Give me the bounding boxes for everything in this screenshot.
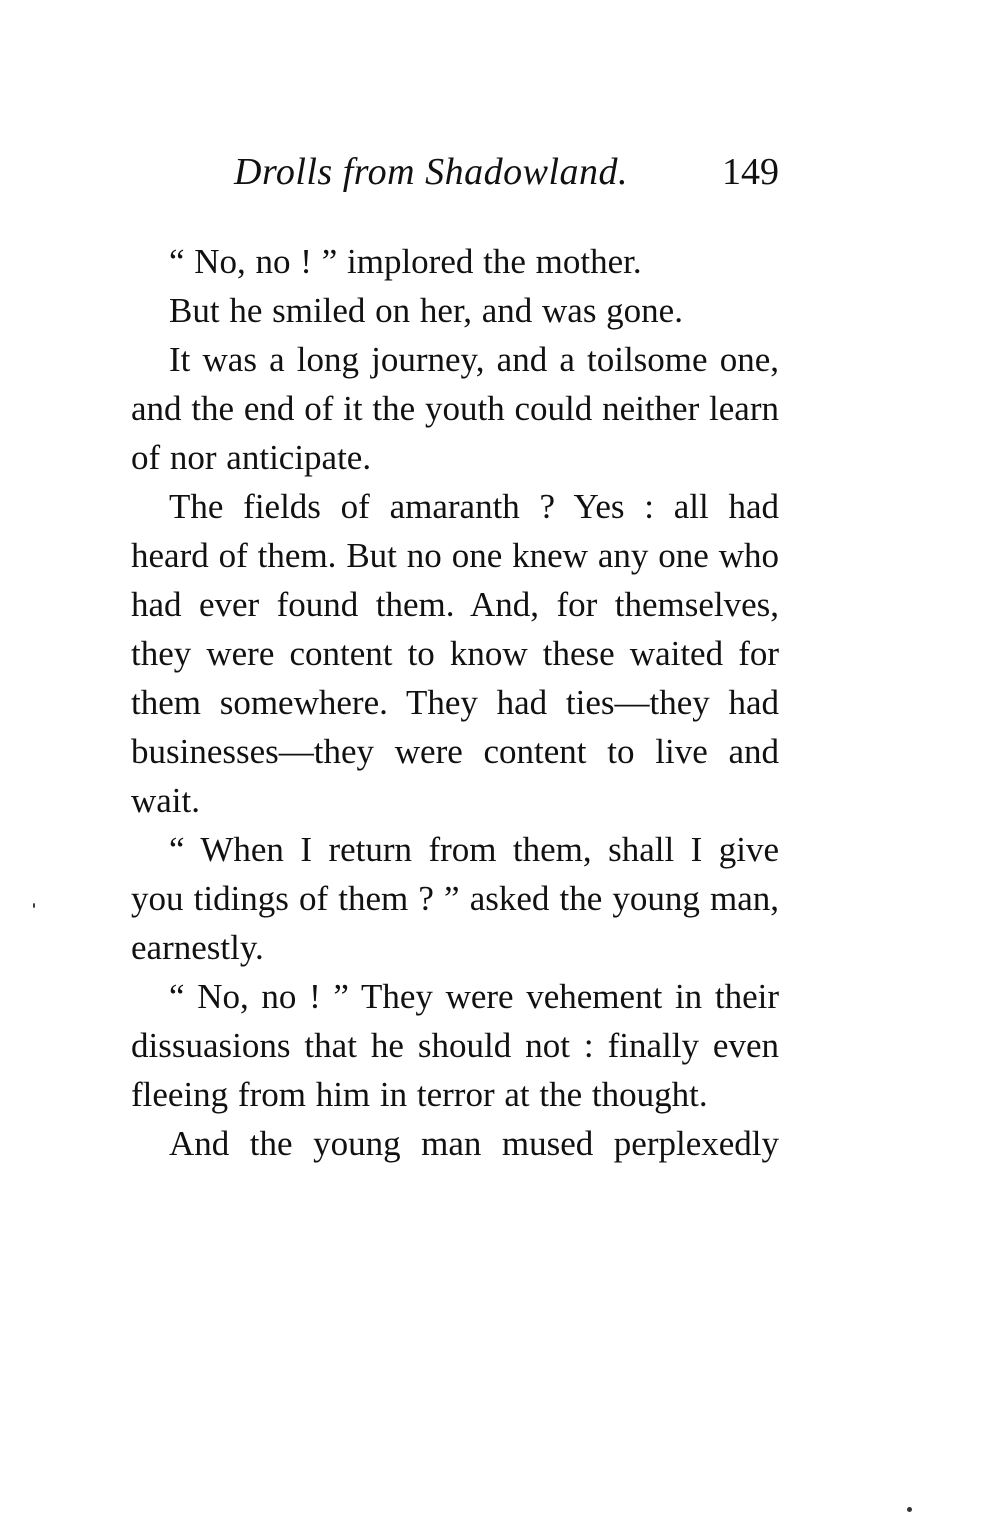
paragraph: “ When I return from them, shall I give you tidings of them ? ” asked the young man, earnestly. [131,830,779,967]
paragraph: But he smiled on her, and was gone. [169,291,683,330]
paragraph: “ No, no ! ” implored the mother. [169,242,642,281]
body-text [131,237,779,1168]
paragraph: It was a long journey, and a toilsome one, and the end of it the youth could neither learn of nor anticipate. [131,340,779,477]
running-title: Drolls from Shadowland. [234,151,629,193]
paragraph: And the young man mused perplexedly [169,1124,779,1163]
paragraph: The fields of amaranth ? Yes : all had heard of them. But no one knew any one who had ever found them. And, for themselves, they were content to know these waited for them somewhere. They had ties—they had businesses—they were content to live and wait. [131,487,779,820]
page-number: 149 [722,151,779,193]
ink-speck [33,903,35,908]
paragraph: “ No, no ! ” They were vehement in their dissuasions that he should not : finally even fleeing from him in terror at the thought. [131,977,779,1114]
ink-speck [907,1507,912,1512]
running-head [131,150,781,210]
